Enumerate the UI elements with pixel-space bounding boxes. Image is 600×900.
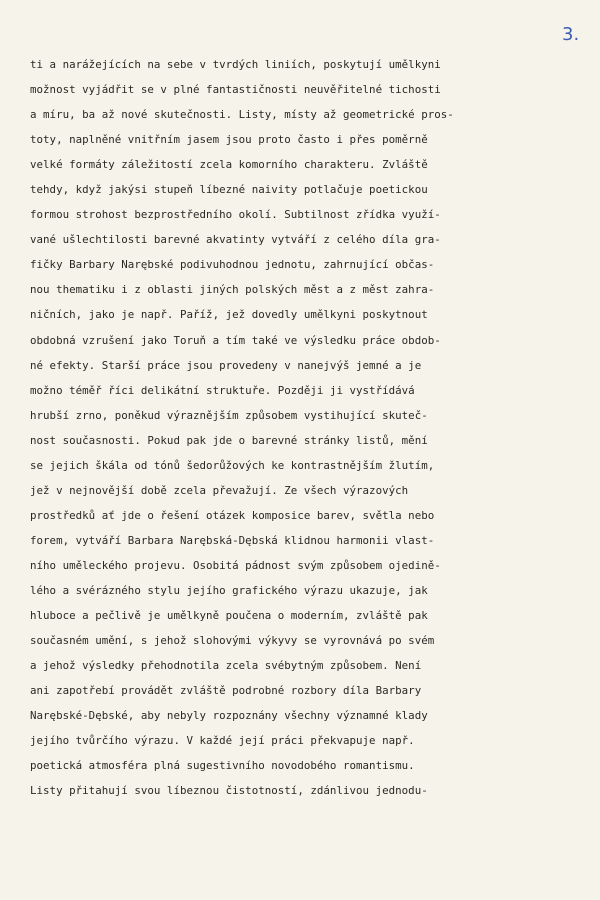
text-line: ničních, jako je např. Paříž, jež dovedly umělkyni poskytnout — [30, 308, 428, 322]
text-line: a jehož výsledky přehodnotila zcela svébytným způsobem. Není — [30, 659, 422, 673]
text-line: poetická atmosféra plná sugestivního novodobého romantismu. — [30, 759, 415, 773]
text-line: toty, naplněné vnitřním jasem jsou proto často i přes poměrně — [30, 133, 428, 147]
text-line: formou strohost bezprostředního okolí. Subtilnost zřídka využí- — [30, 208, 441, 222]
text-line: forem, vytváří Barbara Narębská-Dębská klidnou harmonii vlast- — [30, 533, 435, 547]
page-number: 3. — [562, 24, 580, 45]
text-line: možno téměř říci delikátní struktuře. Později ji vystřídává — [30, 383, 415, 397]
text-line: Narębské-Dębské, aby nebyly rozpoznány všechny významné klady — [30, 709, 428, 723]
text-line: lého a svérázného stylu jejího grafického výrazu ukazuje, jak — [30, 583, 428, 597]
text-line: tehdy, když jakýsi stupeň líbezné naivity potlačuje poetickou — [30, 183, 428, 197]
text-line: se jejich škála od tónů šedorůžových ke kontrastnějším žlutím, — [30, 458, 435, 472]
text-line: Listy přitahují svou líbeznou čistotností, zdánlivou jednodu- — [30, 784, 428, 798]
text-line: nost současnosti. Pokud pak jde o barevné stránky listů, mění — [30, 433, 428, 447]
text-line: jež v nejnovější době zcela převažují. Ze všech výrazových — [30, 483, 409, 497]
text-line: ního uměleckého projevu. Osobitá pádnost svým způsobem ojedině- — [30, 558, 441, 572]
text-line: vané ušlechtilosti barevné akvatinty vytváří z celého díla gra- — [30, 233, 441, 247]
body-text — [30, 52, 570, 803]
text-line: obdobná vzrušení jako Toruň a tím také ve výsledku práce obdob- — [30, 333, 441, 347]
text-line: ti a narážejících na sebe v tvrdých liniích, poskytují umělkyni — [30, 58, 441, 71]
text-line: možnost vyjádřit se v plné fantastičnosti neuvěřitelné tichosti — [30, 83, 441, 97]
text-line: jejího tvůrčího výrazu. V každé její práci překvapuje např. — [30, 734, 415, 748]
text-line: a míru, ba až nové skutečnosti. Listy, místy až geometrické pros- — [30, 108, 454, 122]
text-line: hrubší zrno, poněkud výraznějším způsobem vystihující skuteč- — [30, 408, 428, 422]
text-line: hluboce a pečlivě je umělkyně poučena o moderním, zvláště pak — [30, 609, 428, 623]
text-line: né efekty. Starší práce jsou provedeny v nanejvýš jemné a je — [30, 358, 422, 372]
text-line: ani zapotřebí provádět zvláště podrobné rozbory díla Barbary — [30, 684, 422, 698]
text-line: nou thematiku i z oblasti jiných polských měst a z měst zahra- — [30, 283, 435, 297]
text-line: současném umění, s jehož slohovými výkyvy se vyrovnává po svém — [30, 634, 435, 648]
text-line: velké formáty záležitostí zcela komorního charakteru. Zvláště — [30, 158, 428, 172]
text-line: prostředků ať jde o řešení otázek komposice barev, světla nebo — [30, 508, 435, 522]
text-line: fičky Barbary Narębské podivuhodnou jednotu, zahrnující občas- — [30, 258, 435, 272]
